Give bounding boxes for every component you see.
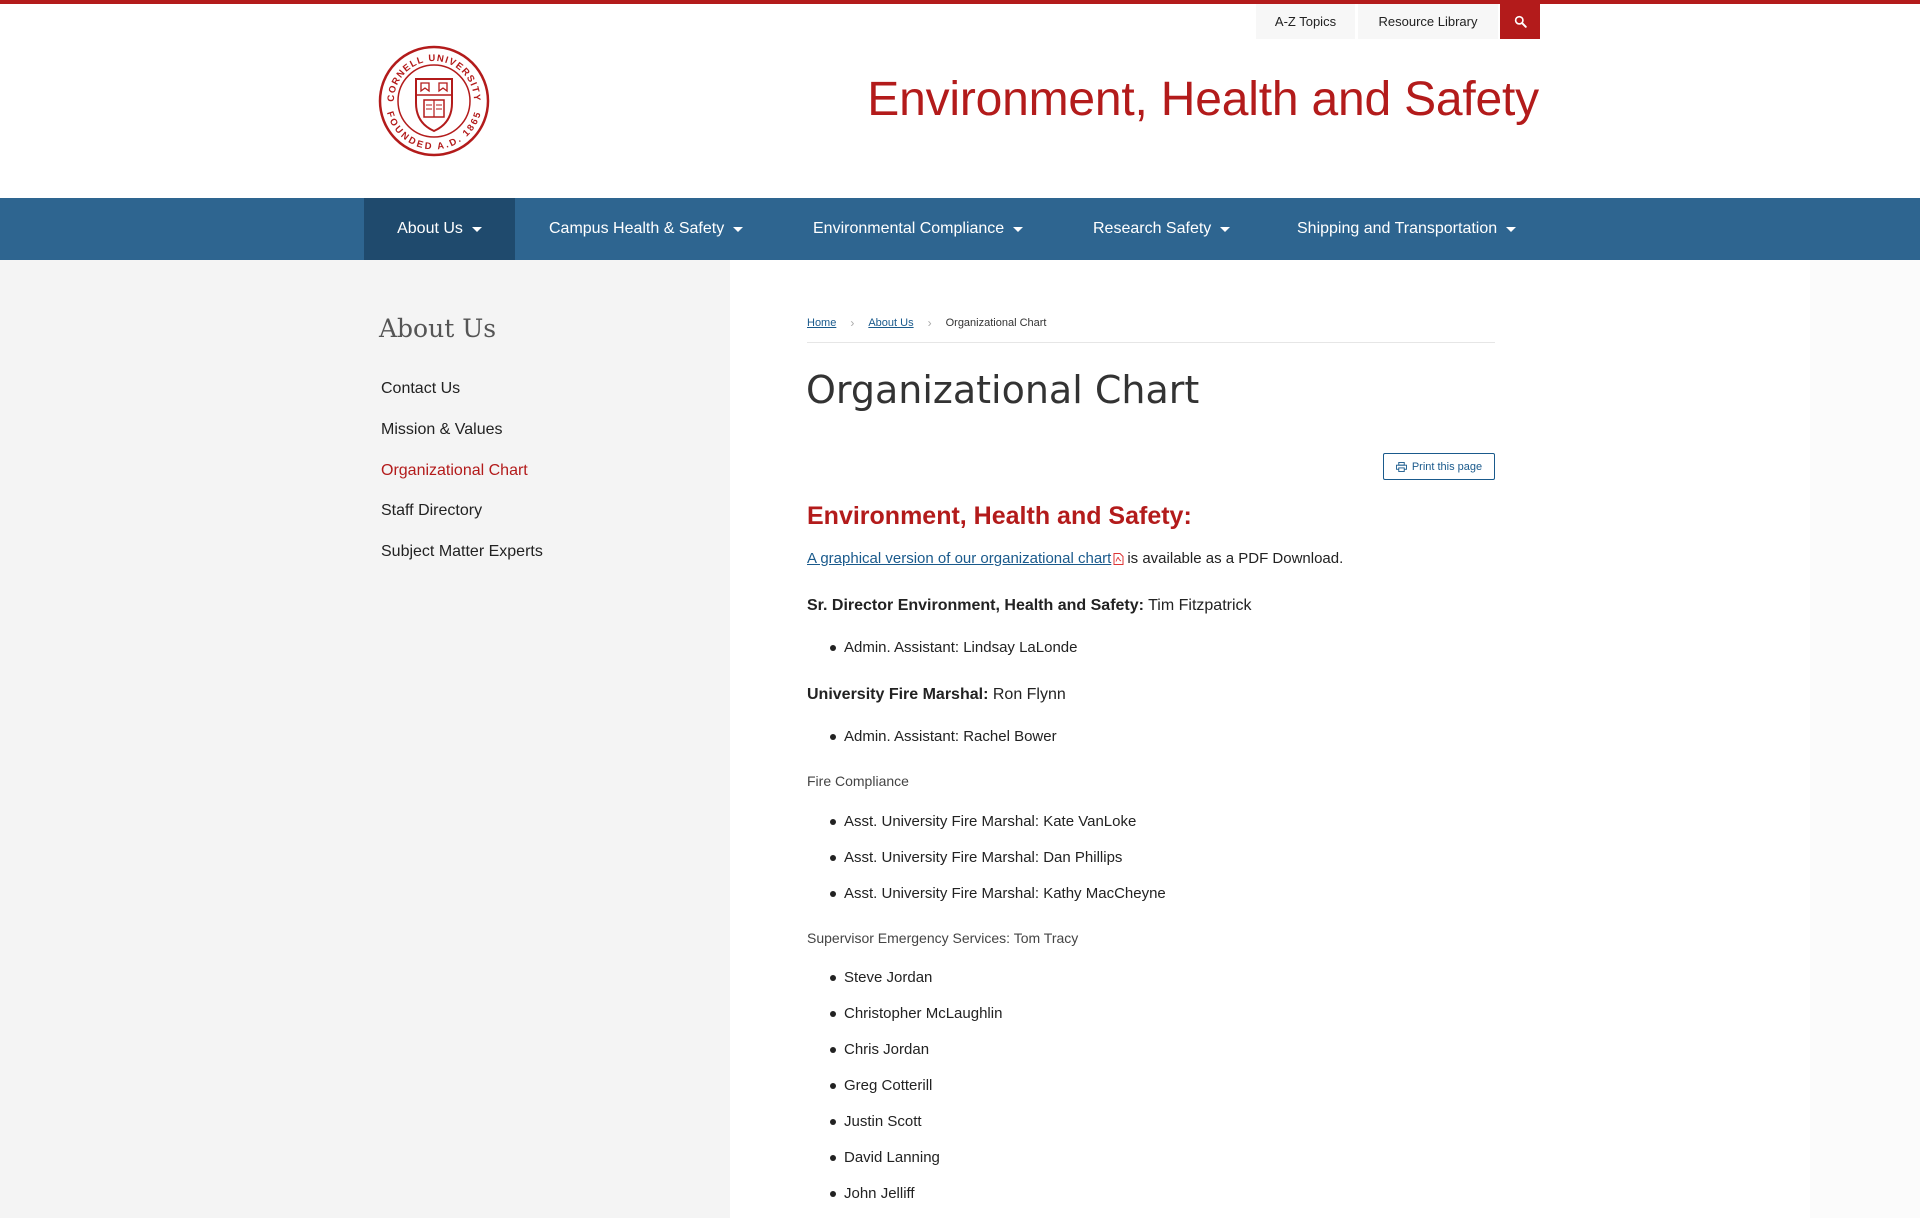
- sidebar-item-contact-us[interactable]: Contact Us: [381, 380, 461, 397]
- print-page-label: Print this page: [1411, 460, 1483, 473]
- nav-item-environmental-compliance[interactable]: [813, 198, 1023, 260]
- nav-item-about-us[interactable]: [364, 198, 515, 260]
- nav-label: Environmental Compliance: [813, 220, 1005, 237]
- nav-label: Campus Health & Safety: [549, 220, 725, 237]
- caret-down-icon: [1506, 227, 1516, 232]
- list-item-text: Justin Scott: [844, 1113, 922, 1130]
- emergency-services-heading: Supervisor Emergency Services: Tom Tracy: [807, 930, 1079, 946]
- breadcrumb-home-link[interactable]: Home: [807, 317, 837, 329]
- utility-links: [1256, 4, 1540, 39]
- svg-text:FOUNDED A.D. 1865: FOUNDED A.D. 1865: [383, 110, 485, 153]
- caret-down-icon: [733, 227, 743, 232]
- list-item-text: Chris Jordan: [844, 1041, 930, 1058]
- sidebar-item-subject-matter-experts[interactable]: Subject Matter Experts: [381, 543, 543, 560]
- nav-label: Research Safety: [1093, 220, 1212, 237]
- list-item: [830, 1077, 932, 1094]
- print-page-button[interactable]: [1383, 453, 1495, 480]
- pdf-file-icon: [1113, 553, 1124, 565]
- breadcrumb-about-link[interactable]: About Us: [868, 317, 914, 329]
- sidebar-item-staff-directory[interactable]: Staff Directory: [381, 502, 483, 519]
- nav-item-shipping-transportation[interactable]: [1297, 198, 1516, 260]
- list-item: [830, 885, 1166, 902]
- list-item: [830, 849, 1122, 866]
- list-item-text: Asst. University Fire Marshal: Kate VanLoke: [844, 813, 1137, 830]
- svg-text:CORNELL UNIVERSITY: CORNELL UNIVERSITY: [385, 52, 483, 103]
- search-button[interactable]: [1500, 4, 1540, 39]
- list-item: [830, 969, 932, 986]
- list-item: [830, 813, 1136, 830]
- main-navigation: [0, 198, 1920, 260]
- list-item-text: Asst. University Fire Marshal: Kathy MacCheyne: [844, 885, 1166, 902]
- list-item-text: Greg Cotterill: [844, 1077, 933, 1094]
- breadcrumb-separator: ›: [927, 316, 932, 330]
- section-heading: Environment, Health and Safety:: [807, 502, 1192, 530]
- list-item: [830, 1005, 1002, 1022]
- sidebar: [0, 260, 730, 1218]
- org-chart-pdf-link[interactable]: A graphical version of our organizational chart: [807, 550, 1112, 567]
- fire-marshal-role: University Fire Marshal:: [807, 686, 989, 703]
- list-item-text: Steve Jordan: [844, 969, 933, 986]
- sidebar-item-mission-values[interactable]: Mission & Values: [381, 421, 503, 438]
- caret-down-icon: [1013, 227, 1023, 232]
- nav-item-campus-health-safety[interactable]: [549, 198, 743, 260]
- list-item: [830, 639, 1077, 656]
- director-name: Tim Fitzpatrick: [1148, 597, 1252, 614]
- nav-label: About Us: [397, 220, 463, 237]
- fire-compliance-heading: Fire Compliance: [807, 773, 909, 789]
- breadcrumb: [807, 316, 1046, 330]
- fire-marshal-entry: [807, 686, 1066, 704]
- sidebar-item-organizational-chart[interactable]: Organizational Chart: [381, 462, 528, 479]
- printer-icon: [1396, 462, 1407, 472]
- list-item: [830, 1185, 915, 1202]
- nav-item-research-safety[interactable]: [1093, 198, 1230, 260]
- fire-marshal-assistant: Admin. Assistant: Rachel Bower: [844, 728, 1057, 745]
- breadcrumb-separator: ›: [850, 316, 855, 330]
- site-title[interactable]: Environment, Health and Safety: [867, 73, 1539, 126]
- caret-down-icon: [472, 227, 482, 232]
- breadcrumb-current: Organizational Chart: [945, 317, 1047, 329]
- list-item: [830, 728, 1057, 745]
- resource-library-link[interactable]: Resource Library: [1358, 4, 1498, 39]
- director-assistant: Admin. Assistant: Lindsay LaLonde: [844, 639, 1078, 656]
- top-accent-bar: [0, 0, 1920, 4]
- director-entry: [807, 597, 1252, 615]
- list-item-text: Asst. University Fire Marshal: Dan Phillips: [844, 849, 1123, 866]
- breadcrumb-divider: [807, 342, 1495, 343]
- search-icon: [1514, 15, 1527, 28]
- list-item-text: Christopher McLaughlin: [844, 1005, 1003, 1022]
- nav-label: Shipping and Transportation: [1297, 220, 1498, 237]
- page-title: Organizational Chart: [806, 368, 1200, 412]
- right-gutter: [1810, 260, 1920, 1218]
- pdf-download-text: is available as a PDF Download.: [1127, 550, 1344, 567]
- list-item-text: John Jelliff: [844, 1185, 915, 1202]
- director-role: Sr. Director Environment, Health and Safety:: [807, 597, 1144, 614]
- az-topics-link[interactable]: A-Z Topics: [1256, 4, 1355, 39]
- sidebar-title: About Us: [379, 314, 497, 343]
- list-item: [830, 1113, 922, 1130]
- list-item-text: David Lanning: [844, 1149, 940, 1166]
- pdf-download-line: [807, 550, 1343, 567]
- list-item: [830, 1041, 929, 1058]
- list-item: [830, 1149, 940, 1166]
- fire-marshal-name: Ron Flynn: [992, 686, 1066, 703]
- cornell-seal-logo[interactable]: [378, 45, 490, 157]
- caret-down-icon: [1220, 227, 1230, 232]
